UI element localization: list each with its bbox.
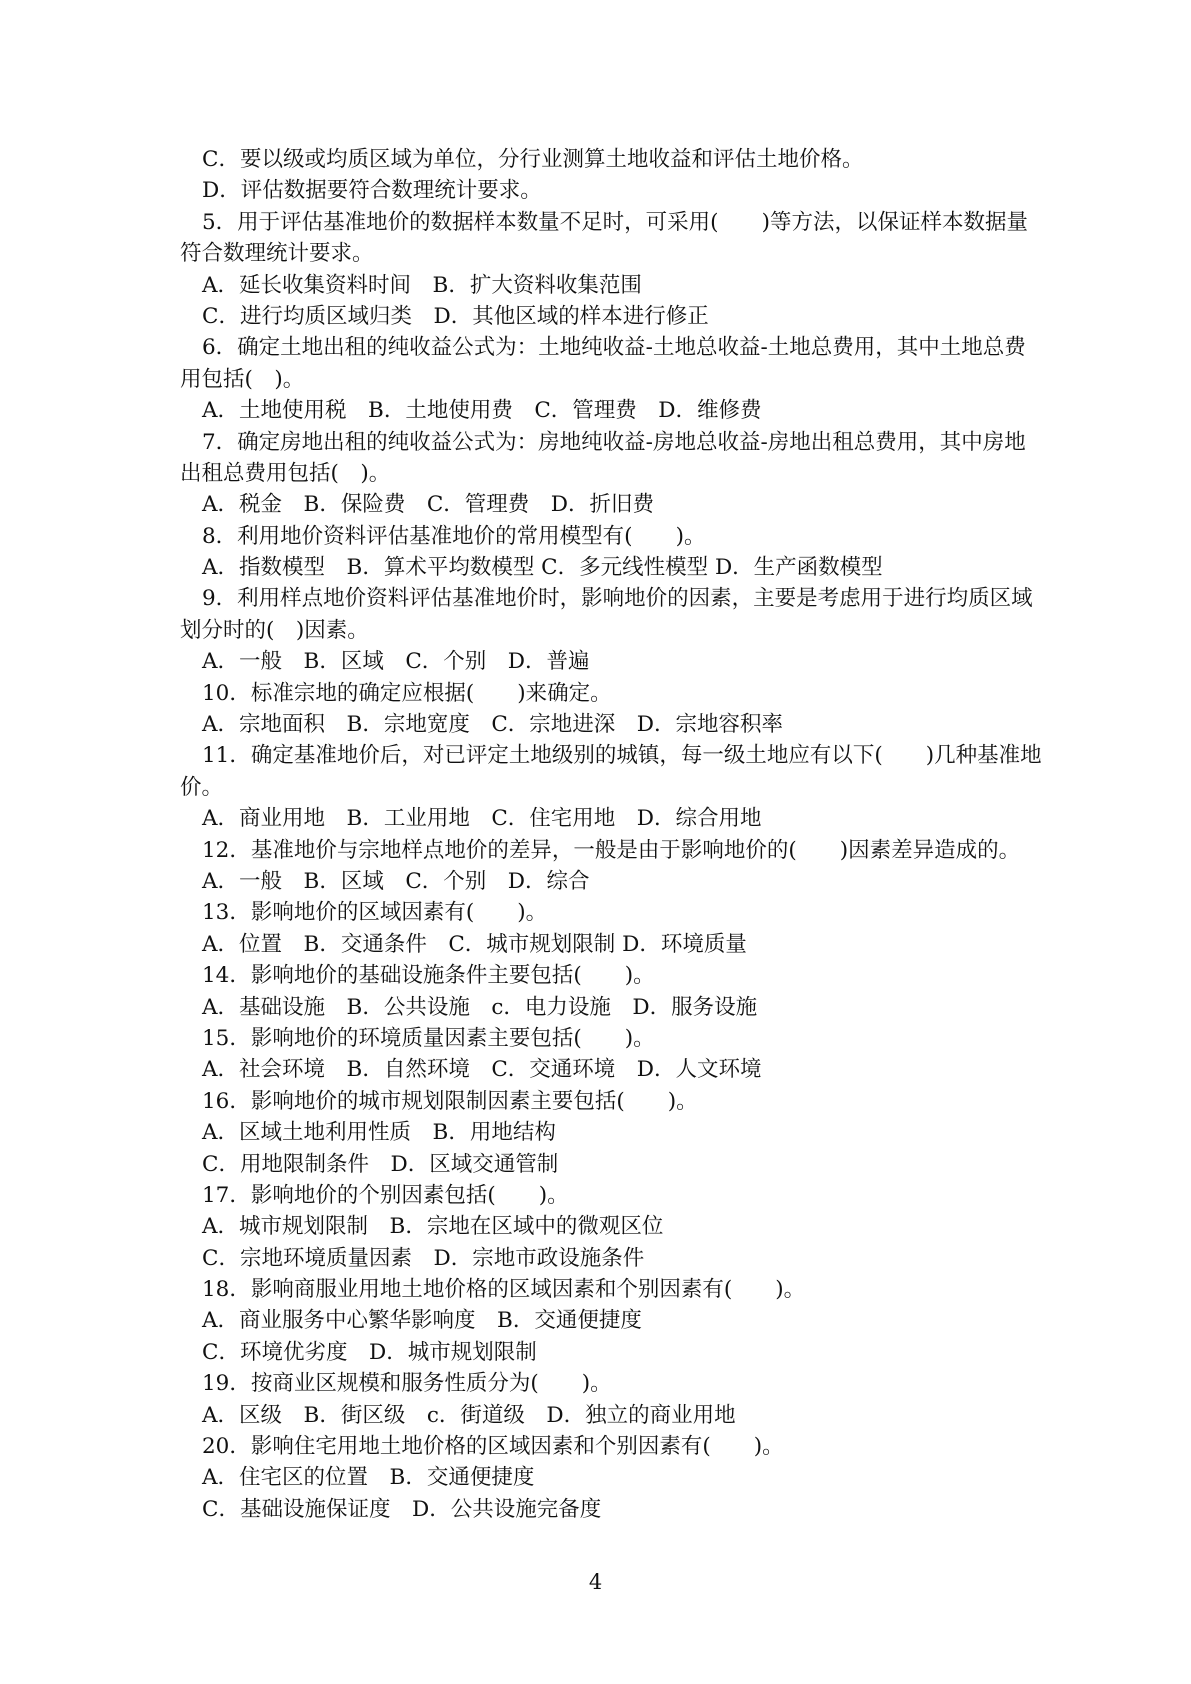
text-line: A．位置 B．交通条件 C．城市规划限制 D．环境质量 [202, 931, 747, 957]
text-line: A．税金 B．保险费 C．管理费 D．折旧费 [202, 492, 655, 518]
text-line: A．区级 B．街区级 c．街道级 D．独立的商业用地 [202, 1402, 736, 1428]
text-line: 12．基准地价与宗地样点地价的差异，一般是由于影响地价的( )因素差异造成的。 [202, 837, 1021, 863]
text-line: 11．确定基准地价后，对已评定土地级别的城镇，每一级土地应有以下( )几种基准地 [202, 743, 1042, 769]
text-line: 19．按商业区规模和服务性质分为( )。 [202, 1371, 612, 1397]
text-line: 6．确定土地出租的纯收益公式为：土地纯收益-土地总收益-土地总费用，其中土地总费 [202, 335, 1026, 361]
text-line: 10．标准宗地的确定应根据( )来确定。 [202, 680, 612, 706]
text-line: C．环境优劣度 D．城市规划限制 [202, 1339, 537, 1365]
text-line: A．宗地面积 B．宗地宽度 C．宗地进深 D．宗地容积率 [202, 712, 784, 738]
text-line: C．要以级或均质区域为单位，分行业测算土地收益和评估土地价格。 [202, 147, 864, 172]
text-line: 出租总费用包括( )。 [180, 460, 391, 486]
text-line: A．住宅区的位置 B．交通便捷度 [202, 1465, 535, 1491]
text-line: 14．影响地价的基础设施条件主要包括( )。 [202, 963, 655, 989]
text-line: 18．影响商服业用地土地价格的区域因素和个别因素有( )。 [202, 1277, 806, 1303]
text-line: 17．影响地价的个别因素包括( )。 [202, 1182, 569, 1208]
text-line: A．一般 B．区域 C．个别 D．综合 [202, 868, 590, 894]
text-line: C．宗地环境质量因素 D．宗地市政设施条件 [202, 1245, 645, 1271]
text-line: 15．影响地价的环境质量因素主要包括( )。 [202, 1025, 655, 1051]
text-line: 用包括( )。 [180, 366, 305, 392]
text-line: A．基础设施 B．公共设施 c．电力设施 D．服务设施 [202, 994, 758, 1020]
text-line: 价。 [180, 774, 224, 800]
page-body [180, 144, 1042, 1525]
text-line: A．一般 B．区域 C．个别 D．普遍 [202, 649, 590, 675]
text-line: C．用地限制条件 D．区域交通管制 [202, 1151, 559, 1177]
text-line: A．商业服务中心繁华影响度 B．交通便捷度 [202, 1308, 642, 1334]
text-line: 20．影响住宅用地土地价格的区域因素和个别因素有( )。 [202, 1434, 784, 1460]
text-line: A．社会环境 B．自然环境 C．交通环境 D．人文环境 [202, 1057, 762, 1083]
text-line: 9．利用样点地价资料评估基准地价时，影响地价的因素，主要是考虑用于进行均质区域 [202, 586, 1033, 612]
text-line: A．区域土地利用性质 B．用地结构 [202, 1120, 556, 1146]
text-line: A．指数模型 B．算术平均数模型 C．多元线性模型 D．生产函数模型 [202, 555, 883, 581]
text-line: 16．影响地价的城市规划限制因素主要包括( )。 [202, 1088, 698, 1114]
text-line: 划分时的( )因素。 [180, 617, 369, 643]
text-line: C．基础设施保证度 D．公共设施完备度 [202, 1496, 602, 1522]
text-line: 8．利用地价资料评估基准地价的常用模型有( )。 [202, 523, 706, 549]
text-line: 5．用于评估基准地价的数据样本数量不足时，可采用( )等方法，以保证样本数据量 [202, 209, 1028, 235]
text-line: A．土地使用税 B．土地使用费 C．管理费 D．维修费 [202, 398, 762, 424]
text-line: C．进行均质区域归类 D．其他区域的样本进行修正 [202, 303, 709, 329]
text-line: 符合数理统计要求。 [180, 241, 374, 267]
text-line: A．商业用地 B．工业用地 C．住宅用地 D．综合用地 [202, 806, 762, 832]
page-number: 4 [588, 1570, 603, 1594]
text-line: A．城市规划限制 B．宗地在区域中的微观区位 [202, 1214, 664, 1240]
text-line: A．延长收集资料时间 B．扩大资料收集范围 [202, 272, 642, 298]
text-line: 13．影响地价的区域因素有( )。 [202, 900, 548, 926]
text-line: 7．确定房地出租的纯收益公式为：房地纯收益-房地总收益-房地出租总费用，其中房地 [202, 429, 1026, 455]
text-line: D．评估数据要符合数理统计要求。 [202, 178, 542, 204]
